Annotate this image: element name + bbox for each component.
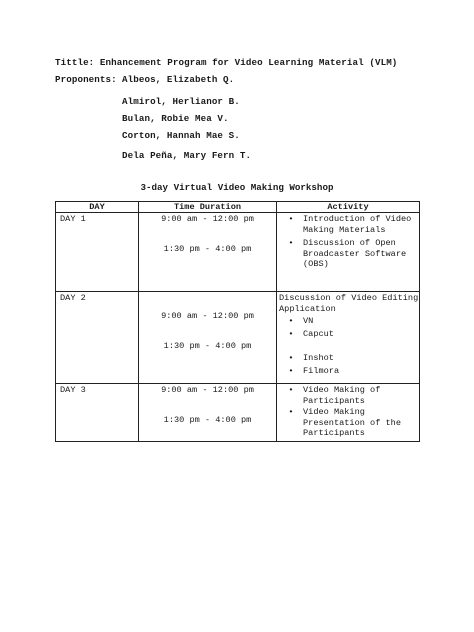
activity-item: • Filmora <box>279 366 419 377</box>
activity-cell <box>277 213 420 292</box>
table-row <box>56 213 420 292</box>
table-row <box>56 384 420 442</box>
time-cell <box>139 384 277 442</box>
activity-intro: Discussion of Video Editing Application <box>279 293 419 314</box>
time-slot: 1:30 pm - 4:00 pm <box>163 415 252 425</box>
bullet-icon: • <box>288 385 294 395</box>
bullet-icon: • <box>288 365 294 376</box>
time-slot: 9:00 am - 12:00 pm <box>161 214 254 224</box>
bullet-icon: • <box>288 238 294 248</box>
activity-item: • Discussion of Open Broadcaster Software (OBS) <box>279 238 419 270</box>
proponents-label: Proponents: <box>55 74 117 85</box>
proponent-name: Bulan, Robie Mea V. <box>122 113 229 124</box>
bullet-icon: • <box>288 353 294 363</box>
activity-item: • VN <box>279 316 419 327</box>
day-cell: DAY 3 <box>56 384 139 442</box>
activity-item: • Capcut <box>279 329 419 340</box>
activity-item: • Video Making of Participants <box>279 385 419 406</box>
proponent-name: Albeos, Elizabeth Q. <box>122 74 235 85</box>
time-cell <box>139 213 277 292</box>
time-cell <box>139 292 277 384</box>
proponent-name: Dela Peña, Mary Fern T. <box>122 150 252 161</box>
time-slot: 1:30 pm - 4:00 pm <box>163 341 252 351</box>
column-header-day: DAY <box>56 202 139 213</box>
title-line: Tittle: Enhancement Program for Video Learning Material (VLM) <box>55 57 398 68</box>
activity-item: • Video Making Presentation of the Participants <box>279 407 419 439</box>
day-cell: DAY 2 <box>56 292 139 384</box>
column-header-activity: Activity <box>277 202 420 213</box>
schedule-table <box>55 201 420 442</box>
table-header-row <box>56 202 420 213</box>
activity-item: • Introduction of Video Making Materials <box>279 214 419 235</box>
bullet-icon: • <box>288 328 294 339</box>
time-slot: 9:00 am - 12:00 pm <box>161 311 254 321</box>
activity-item: • Inshot <box>279 353 419 364</box>
activity-cell <box>277 384 420 442</box>
proponent-name: Almirol, Herlianor B. <box>122 96 240 107</box>
proponent-name: Corton, Hannah Mae S. <box>122 130 240 141</box>
day-cell: DAY 1 <box>56 213 139 292</box>
time-slot: 9:00 am - 12:00 pm <box>161 385 254 395</box>
bullet-icon: • <box>288 407 294 417</box>
activity-cell <box>277 292 420 384</box>
workshop-title: 3-day Virtual Video Making Workshop <box>140 182 334 193</box>
table-row <box>56 292 420 384</box>
time-slot: 1:30 pm - 4:00 pm <box>163 244 252 254</box>
bullet-icon: • <box>288 316 294 326</box>
column-header-time: Time Duration <box>139 202 277 213</box>
bullet-icon: • <box>288 214 294 224</box>
